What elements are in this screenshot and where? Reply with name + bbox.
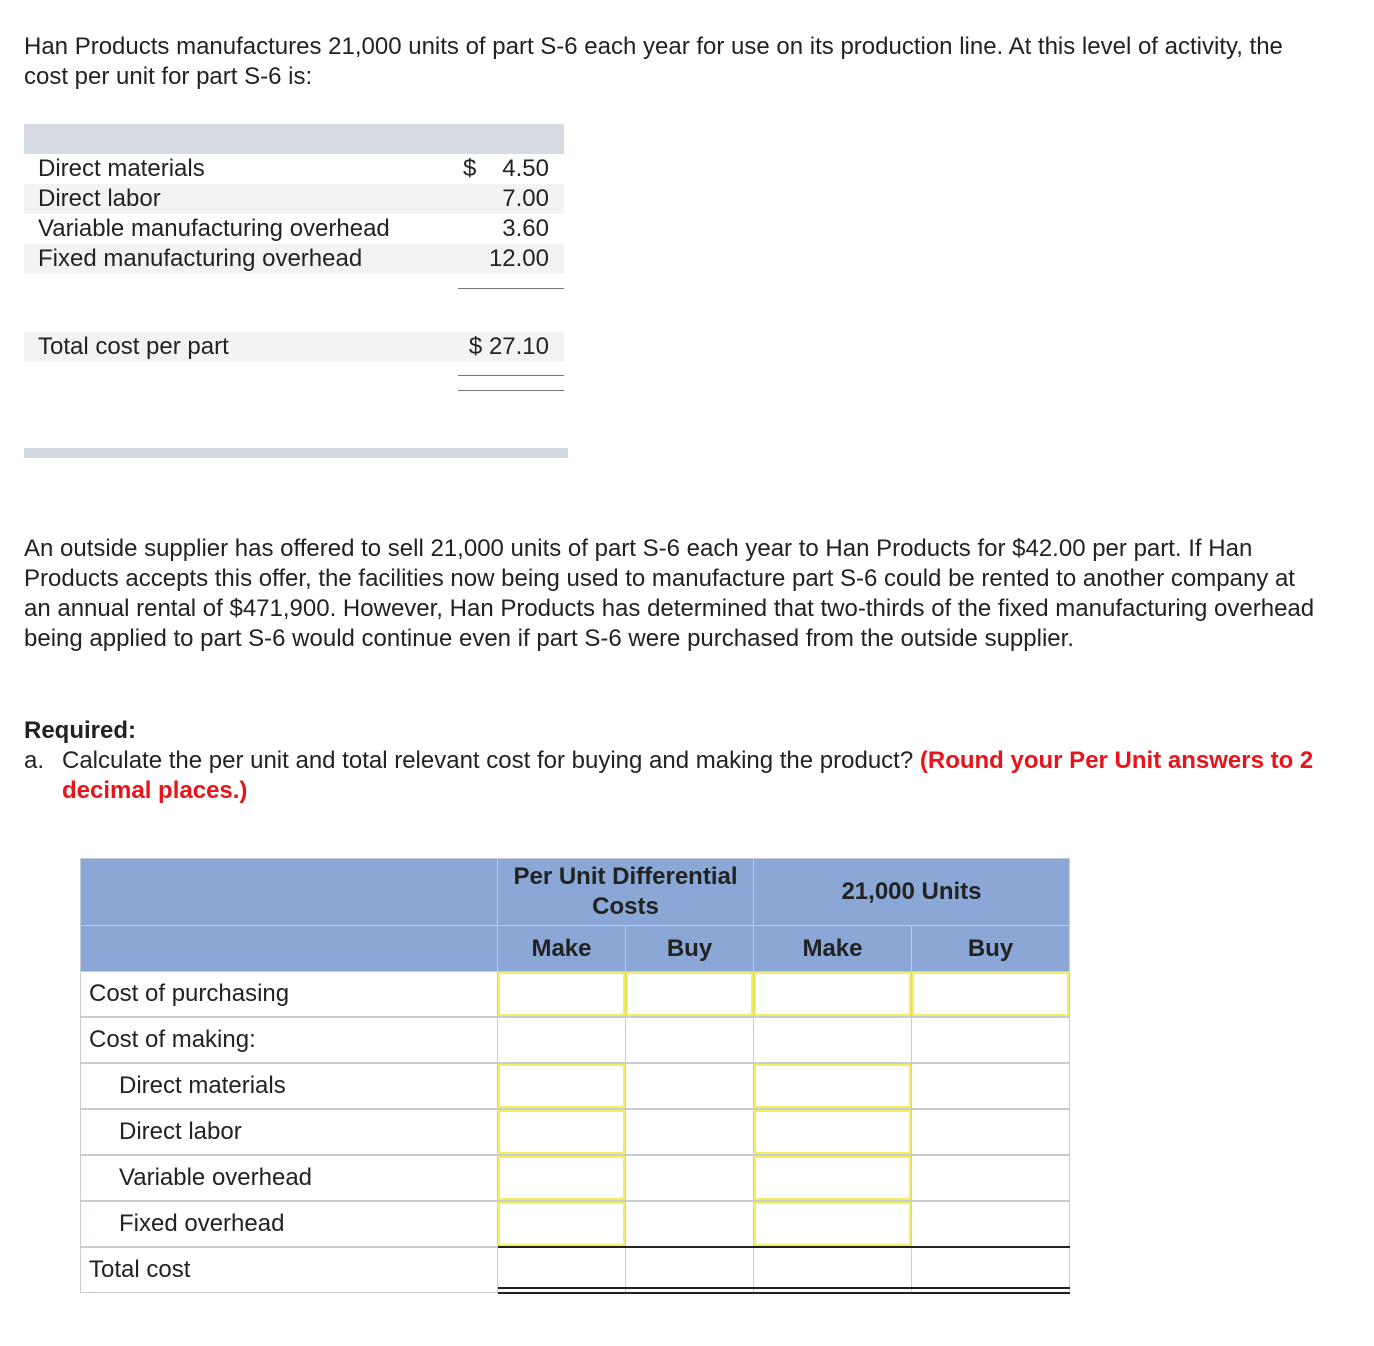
header-per-unit: Per Unit Differential Costs — [497, 858, 754, 926]
cost-row-value: 4.50 — [502, 155, 549, 182]
cost-table-footer-bar — [24, 448, 568, 458]
header-blank-top — [80, 858, 498, 926]
cost-row-value: 7.00 — [502, 185, 549, 212]
cost-per-unit-table — [24, 124, 564, 464]
cell-bg — [625, 1155, 754, 1201]
input-variable-overhead-make-total[interactable] — [754, 1156, 911, 1200]
cell-bg — [753, 1017, 912, 1063]
cost-row-fixed-overhead — [24, 244, 564, 274]
answer-table — [80, 858, 1070, 1294]
cell-bg — [911, 1201, 1070, 1247]
input-fixed-overhead-make-unit[interactable] — [498, 1202, 625, 1246]
cost-row-label: Direct labor — [38, 185, 161, 212]
input-direct-materials-make-total[interactable] — [754, 1064, 911, 1108]
input-purchasing-make-total[interactable] — [754, 972, 911, 1016]
cell-bg — [911, 1109, 1070, 1155]
required-heading: Required: — [24, 717, 137, 744]
header-buy-total: Buy — [911, 925, 1070, 972]
cost-row-value: 12.00 — [488, 245, 549, 272]
cost-row-variable-overhead — [24, 214, 564, 244]
row-label-cost-of-purchasing: Cost of purchasing — [80, 971, 498, 1017]
cost-row-total — [24, 332, 564, 362]
offer-text: An outside supplier has offered to sell 21,000 units of part S-6 each year to Han Products for $42.00 per part. If Han Products accepts this offer, the facilities now being used to manufacture part S-6 could be rented to another company at an annual rental of $471,900. However, Han Products has determined that two-thirds of the fixed manufacturing overhead being applied to part S-6 would continue even if part S-6 were purchased from the outside supplier. — [24, 535, 1315, 652]
header-total-units: 21,000 Units — [753, 858, 1070, 926]
cell-bg — [625, 1109, 754, 1155]
input-purchasing-buy-unit[interactable] — [626, 972, 753, 1016]
row-label-direct-materials: Direct materials — [80, 1063, 498, 1109]
header-blank-bottom — [80, 925, 498, 972]
cost-row-direct-labor — [24, 184, 564, 214]
total-double-underline-bottom — [458, 390, 564, 391]
subtotal-underline — [458, 288, 564, 289]
cost-row-label: Variable manufacturing overhead — [38, 215, 390, 242]
row-label-variable-overhead: Variable overhead — [80, 1155, 498, 1201]
cost-row-value: 3.60 — [502, 215, 549, 242]
row-label-direct-labor: Direct labor — [80, 1109, 498, 1155]
cell-bg — [625, 1017, 754, 1063]
cost-row-direct-materials — [24, 154, 564, 184]
cost-table-header-bar — [24, 124, 564, 154]
input-purchasing-make-unit[interactable] — [498, 972, 625, 1016]
cell-bg — [625, 1201, 754, 1247]
currency-symbol: $ — [463, 155, 477, 182]
cost-row-label: Fixed manufacturing overhead — [38, 245, 363, 272]
cell-bg — [911, 1155, 1070, 1201]
question-a — [24, 746, 1324, 806]
rounding-instruction: (Round your Per Unit answers to 2 decimal places.) — [62, 747, 1314, 804]
header-buy-per-unit: Buy — [625, 925, 754, 972]
question-body — [62, 746, 1324, 806]
total-double-underline-top — [458, 375, 564, 376]
input-variable-overhead-make-unit[interactable] — [498, 1156, 625, 1200]
question-letter: a. — [24, 747, 45, 774]
cell-bg — [497, 1017, 626, 1063]
total-label: Total cost per part — [38, 333, 229, 360]
total-top-rule — [498, 1246, 1070, 1248]
cell-bg — [911, 1017, 1070, 1063]
cell-bg — [911, 1063, 1070, 1109]
intro-text: Han Products manufactures 21,000 units of part S-6 each year for use on its production line. At this level of activity, the cost per unit for part S-6 is: — [24, 33, 1283, 90]
cell-bg — [625, 1063, 754, 1109]
total-double-rule — [498, 1287, 1070, 1294]
header-make-per-unit: Make — [497, 925, 626, 972]
input-direct-labor-make-total[interactable] — [754, 1110, 911, 1154]
header-make-total: Make — [753, 925, 912, 972]
input-purchasing-buy-total[interactable] — [912, 972, 1069, 1016]
total-value: $ 27.10 — [468, 333, 549, 360]
row-label-cost-of-making: Cost of making: — [80, 1017, 498, 1063]
input-direct-labor-make-unit[interactable] — [498, 1110, 625, 1154]
input-direct-materials-make-unit[interactable] — [498, 1064, 625, 1108]
row-label-fixed-overhead: Fixed overhead — [80, 1201, 498, 1247]
input-fixed-overhead-make-total[interactable] — [754, 1202, 911, 1246]
question-text: Calculate the per unit and total relevant cost for buying and making the product? — [62, 747, 914, 774]
row-label-total-cost: Total cost — [80, 1247, 498, 1293]
cost-row-label: Direct materials — [38, 155, 205, 182]
